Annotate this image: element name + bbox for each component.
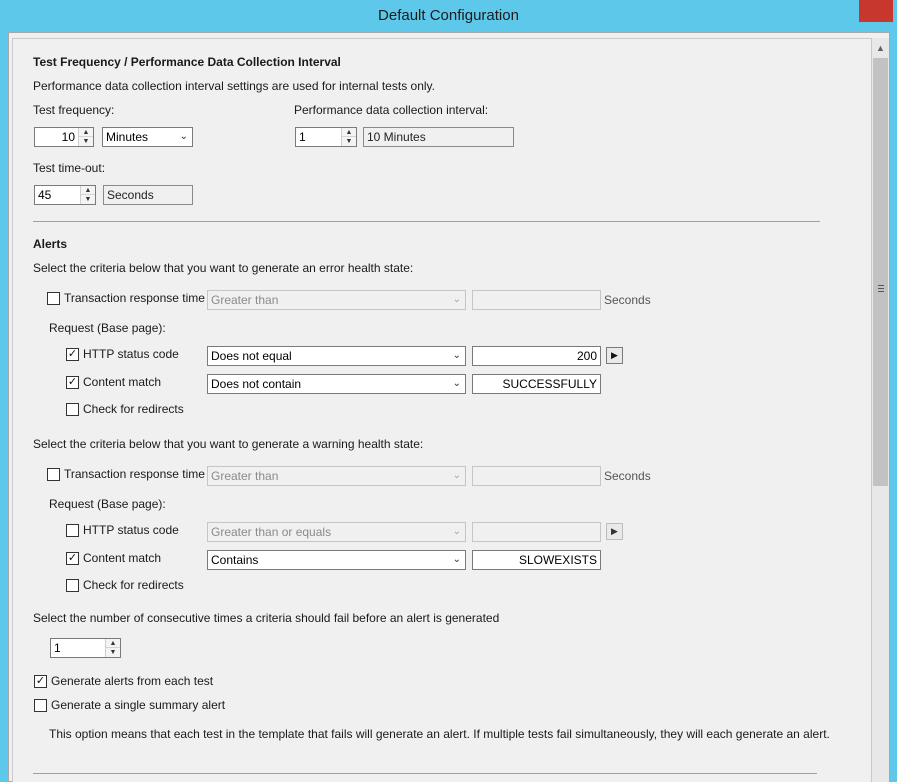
warning-content-label: Content match [83, 551, 162, 565]
perf-interval-spinner[interactable] [295, 127, 357, 147]
error-http-checkbox[interactable]: ✓ [67, 348, 78, 360]
warning-content-value-input[interactable]: SLOWEXISTS [472, 550, 601, 570]
warning-http-label: HTTP status code [83, 523, 179, 537]
error-http-value-input[interactable]: 200 [472, 346, 601, 366]
error-redirects-checkbox[interactable] [66, 403, 79, 416]
test-frequency-value: 10 [61, 130, 75, 144]
perf-interval-display: 10 Minutes [363, 127, 514, 147]
gen-each-label: Generate alerts from each test [51, 674, 214, 688]
spin-up-icon[interactable]: ▲ [79, 128, 93, 137]
test-frequency-label: Test frequency: [33, 103, 115, 117]
consecutive-prompt: Select the number of consecutive times a criteria should fail before an alert is generated [33, 611, 500, 625]
error-trt-unit: Seconds [604, 293, 651, 307]
alerts-heading: Alerts [33, 237, 68, 251]
warning-http-value-input[interactable] [472, 522, 601, 542]
test-frequency-unit-select[interactable] [102, 127, 193, 147]
play-icon: ▶ [611, 526, 618, 536]
frequency-note: Performance data collection interval settings are used for internal tests only. [33, 79, 435, 93]
error-content-operator-value: Does not contain [211, 377, 302, 391]
spinner-buttons [341, 128, 356, 146]
timeout-unit-display: Seconds [103, 185, 193, 205]
warning-http-picker-button[interactable] [606, 523, 623, 540]
warning-content-operator-value: Contains [211, 553, 259, 567]
spin-up-icon[interactable]: ▲ [342, 128, 356, 137]
test-frequency-spinner[interactable] [34, 127, 94, 147]
scroll-thumb[interactable] [873, 58, 888, 486]
window-title: Default Configuration [378, 7, 519, 24]
warning-content-operator-select[interactable] [207, 550, 466, 570]
title-bar [0, 0, 897, 32]
timeout-label: Test time-out: [33, 161, 106, 175]
warning-http-checkbox[interactable] [66, 524, 79, 537]
warning-http-operator-select[interactable] [207, 522, 466, 542]
spin-down-icon[interactable]: ▼ [84, 196, 92, 203]
perf-interval-label: Performance data collection interval: [294, 103, 489, 117]
error-http-operator-value: Does not equal [211, 349, 292, 363]
section-divider [33, 221, 820, 222]
error-trt-operator-select[interactable] [207, 290, 466, 310]
consecutive-value: 1 [54, 641, 61, 655]
warning-trt-label: Transaction response time [64, 467, 205, 481]
gen-summary-label: Generate a single summary alert [51, 698, 226, 712]
chevron-down-icon: ⌄ [452, 294, 461, 305]
warning-request-label: Request (Base page): [49, 497, 166, 511]
gen-summary-checkbox[interactable] [34, 699, 47, 712]
spin-down-icon[interactable]: ▼ [345, 138, 353, 145]
chevron-down-icon: ⌄ [452, 378, 461, 389]
chevron-down-icon: ⌄ [452, 350, 461, 361]
play-icon: ▶ [611, 350, 618, 360]
timeout-value: 45 [38, 188, 52, 202]
error-redirects-label: Check for redirects [83, 402, 184, 416]
frequency-heading: Test Frequency / Performance Data Collection Interval [33, 55, 341, 69]
option-note: This option means that each test in the template that fails will generate an alert. If multiple tests fail simultaneously, they will each generate an alert. [49, 727, 830, 741]
spin-up-icon[interactable]: ▲ [81, 186, 95, 195]
error-content-operator-select[interactable] [207, 374, 466, 394]
gen-each-checkbox[interactable]: ✓ [35, 675, 46, 687]
error-http-label: HTTP status code [83, 347, 179, 361]
chevron-down-icon: ⌄ [452, 554, 461, 565]
error-trt-checkbox[interactable] [47, 292, 60, 305]
bottom-divider [33, 773, 817, 774]
perf-interval-value: 1 [299, 130, 306, 144]
warning-prompt: Select the criteria below that you want to generate a warning health state: [33, 437, 424, 451]
warning-trt-unit: Seconds [604, 469, 651, 483]
error-trt-label: Transaction response time [64, 291, 205, 305]
spin-down-icon[interactable]: ▼ [109, 649, 117, 656]
consecutive-spinner[interactable] [50, 638, 121, 658]
timeout-spinner[interactable] [34, 185, 96, 205]
error-request-label: Request (Base page): [49, 321, 166, 335]
warning-content-checkbox[interactable]: ✓ [67, 552, 78, 564]
warning-trt-operator-select[interactable] [207, 466, 466, 486]
warning-trt-checkbox[interactable] [47, 468, 60, 481]
error-content-value-input[interactable]: SUCCESSFULLY [472, 374, 601, 394]
chevron-down-icon: ⌄ [452, 526, 461, 537]
vertical-scrollbar[interactable] [872, 38, 889, 782]
chevron-down-icon: ⌄ [179, 131, 188, 142]
warning-trt-value-input[interactable] [472, 466, 601, 486]
error-trt-value-input[interactable] [472, 290, 601, 310]
error-content-label: Content match [83, 375, 162, 389]
error-http-operator-select[interactable] [207, 346, 466, 366]
spinner-buttons [80, 186, 95, 204]
warning-redirects-checkbox[interactable] [66, 579, 79, 592]
error-content-checkbox[interactable]: ✓ [67, 376, 78, 388]
test-frequency-unit-value: Minutes [106, 130, 149, 144]
spinner-buttons [105, 639, 120, 657]
scroll-grip-icon [878, 285, 884, 292]
error-http-picker-button[interactable] [606, 347, 623, 364]
warning-trt-operator-value: Greater than [211, 469, 279, 483]
spin-down-icon[interactable]: ▼ [82, 138, 90, 145]
close-button[interactable] [859, 0, 893, 22]
scroll-up-icon[interactable]: ▲ [876, 43, 885, 53]
warning-http-operator-value: Greater than or equals [211, 525, 332, 539]
spin-up-icon[interactable]: ▲ [106, 639, 120, 648]
warning-redirects-label: Check for redirects [83, 578, 184, 592]
chevron-down-icon: ⌄ [452, 470, 461, 481]
error-prompt: Select the criteria below that you want to generate an error health state: [33, 261, 414, 275]
error-trt-operator-value: Greater than [211, 293, 279, 307]
spinner-buttons [78, 128, 93, 146]
